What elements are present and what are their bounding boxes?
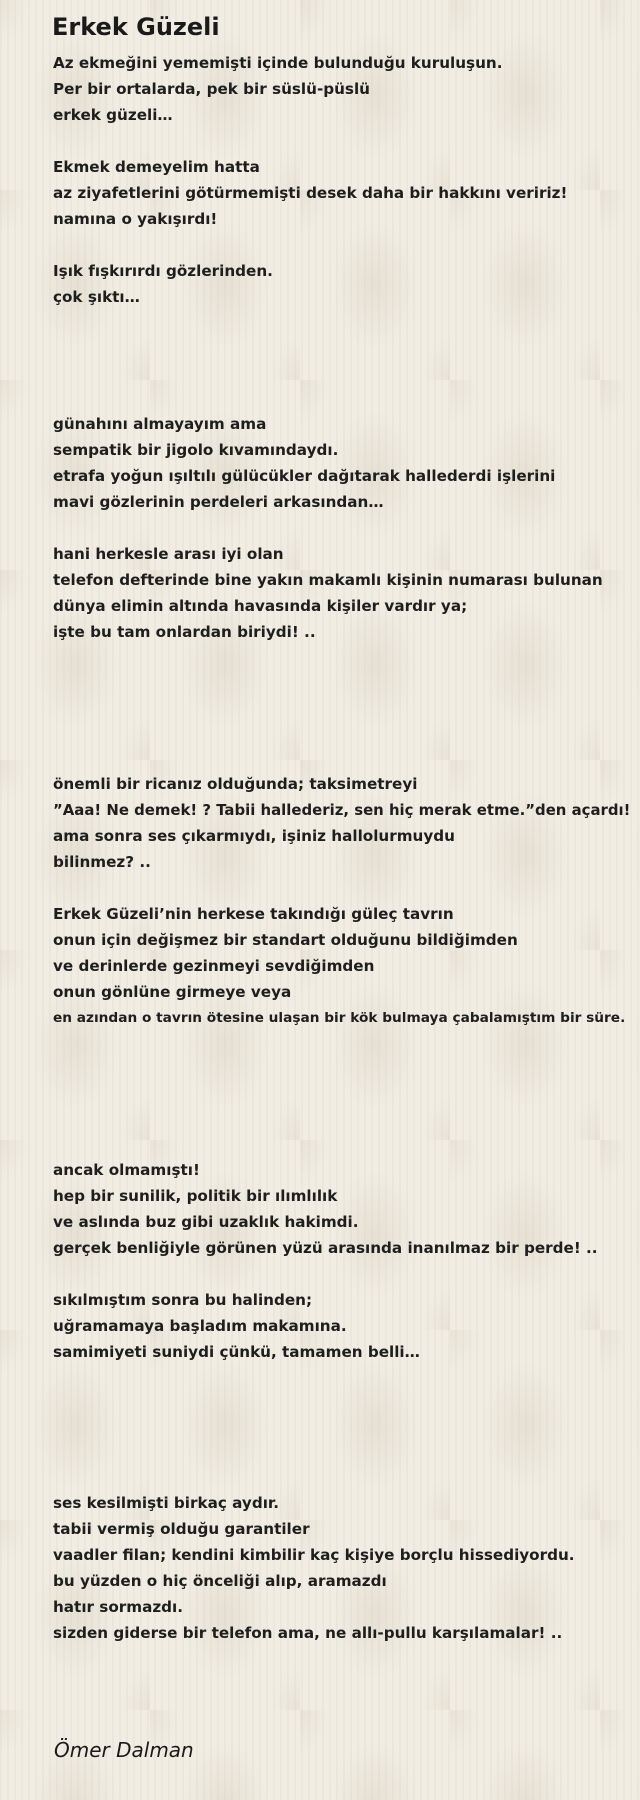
stanza-10 [53, 1490, 633, 1646]
poem-line: onun gönlüne girmeye veya [53, 983, 292, 1001]
stanza-6 [53, 771, 633, 875]
poem-line: hani herkesle arası iyi olan [53, 545, 284, 563]
poem-line: önemli bir ricanız olduğunda; taksimetreyi [53, 775, 418, 793]
poem-line: erkek güzeli… [53, 106, 173, 124]
stanza-3 [53, 258, 633, 310]
poem-line: sizden giderse bir telefon ama, ne allı-pullu karşılamalar! .. [53, 1624, 563, 1642]
poem-line: namına o yakışırdı! [53, 210, 218, 228]
poem-line: etrafa yoğun ışıltılı gülücükler dağıtarak hallederdi işlerini [53, 467, 556, 485]
poem-line: bu yüzden o hiç önceliği alıp, aramazdı [53, 1572, 387, 1590]
poem-line: işte bu tam onlardan biriydi! .. [53, 623, 316, 641]
poem-title: Erkek Güzeli [52, 13, 220, 41]
poem-line: sıkılmıştım sonra bu halinden; [53, 1291, 313, 1309]
poem-line: Işık fışkırırdı gözlerinden. [53, 262, 273, 280]
author-name: Ömer Dalman [54, 1738, 194, 1762]
poem-line: sempatik bir jigolo kıvamındaydı. [53, 441, 339, 459]
poem-line: uğramamaya başladım makamına. [53, 1317, 347, 1335]
poem-line: az ziyafetlerini götürmemişti desek daha bir hakkını veririz! [53, 184, 568, 202]
poem-line: tabii vermiş olduğu garantiler [53, 1520, 310, 1538]
stanza-1 [53, 50, 633, 128]
stanza-9 [53, 1287, 633, 1365]
poem-line: telefon defterinde bine yakın makamlı kişinin numarası bulunan [53, 571, 603, 589]
poem-line: ama sonra ses çıkarmıydı, işiniz hallolurmuydu [53, 827, 455, 845]
poem-line: Ekmek demeyelim hatta [53, 158, 260, 176]
poem-line: en azından o tavrın ötesine ulaşan bir kök bulmaya çabalamıştım bir süre. [53, 1010, 626, 1026]
stanza-4 [53, 411, 633, 515]
poem-line: günahını almayayım ama [53, 415, 267, 433]
poem-line: hatır sormazdı. [53, 1598, 184, 1616]
stanza-8 [53, 1157, 633, 1261]
poem-line: ve aslında buz gibi uzaklık hakimdi. [53, 1213, 359, 1231]
stanza-5 [53, 541, 633, 645]
poem-line: ve derinlerde gezinmeyi sevdiğimden [53, 957, 375, 975]
poem-line: onun için değişmez bir standart olduğunu bildiğimden [53, 931, 518, 949]
poem-line: hep bir sunilik, politik bir ılımlılık [53, 1187, 338, 1205]
poem-line: samimiyeti suniydi çünkü, tamamen belli… [53, 1343, 420, 1361]
stanza-2 [53, 154, 633, 232]
poem-line: bilinmez? .. [53, 853, 151, 871]
poem-line: ancak olmamıştı! [53, 1161, 200, 1179]
poem-line: vaadler filan; kendini kimbilir kaç kişiye borçlu hissediyordu. [53, 1546, 575, 1564]
poem-line: Az ekmeğini yememişti içinde bulunduğu kuruluşun. [53, 54, 503, 72]
poem-line: Erkek Güzeli’nin herkese takındığı güleç tavrın [53, 905, 454, 923]
poem-line: dünya elimin altında havasında kişiler vardır ya; [53, 597, 468, 615]
poem-line: mavi gözlerinin perdeleri arkasından… [53, 493, 384, 511]
poem-line: ses kesilmişti birkaç aydır. [53, 1494, 279, 1512]
stanza-7 [53, 901, 633, 1031]
poem-line: ”Aaa! Ne demek! ? Tabii hallederiz, sen hiç merak etme.”den açardı! [53, 801, 631, 819]
poem-line: Per bir ortalarda, pek bir süslü-püslü [53, 80, 370, 98]
poem-line: gerçek benliğiyle görünen yüzü arasında inanılmaz bir perde! .. [53, 1239, 598, 1257]
poem-line: çok şıktı… [53, 288, 140, 306]
